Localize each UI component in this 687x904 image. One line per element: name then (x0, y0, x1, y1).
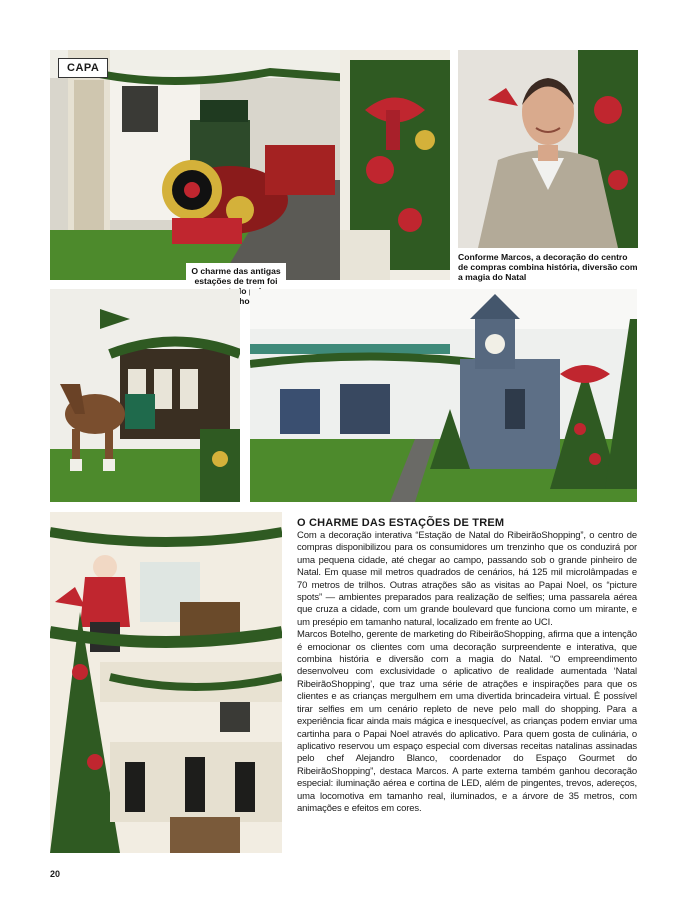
photo-miniature-city (250, 289, 637, 502)
photo-train-station (50, 50, 450, 280)
section-tag: CAPA (58, 58, 108, 78)
photo-horse-carousel (50, 289, 240, 502)
article-paragraph-2: Marcos Botelho, gerente de marketing do RibeirãoShopping, afirma que a intenção é emocionar os clientes com uma decoração surpreendente e interativa, que combina história e diversão com a magia do Natal. “O empreendimento desenvolveu com exclusividade o aplicativo de realidade aumentada ‘Natal RibeirãoShopping’, que traz uma série de atrações e inspirações para que os clientes e as crianças mergulhem em uma divertida brincadeira virtual. É possível tirar selfies em um cenário repleto de neve pelo mall do shopping. Para a experiência ficar ainda mais mágica e inesquecível, as crianças podem enviar uma cartinha para o Papai Noel através do aplicativo. Para quem gosta de culinária, o aplicativo reservou um espaço especial com diversas receitas natalinas assinadas pelo chef Alejandro Blanco, coordenador do Espaço Gourmet do RibeirãoShopping”, destaca Marcos. A parte externa também ganhou decoração especial: iluminação aérea e cortina de LED, além de pingentes, trevos, adereços, uma locomotiva em tamanho real, iluminados, e a árvore de 35 metros, com animações e efeitos em cores. (297, 629, 637, 814)
page-number: 20 (50, 869, 61, 879)
caption-portrait: Conforme Marcos, a decoração do centro de compras combina história, diversão com a magia do Natal (458, 252, 638, 282)
article-heading: O CHARME DAS ESTAÇÕES DE TREM (297, 517, 505, 529)
photo-santa-house (50, 512, 282, 853)
photo-portrait (458, 50, 638, 248)
article (297, 517, 637, 815)
article-paragraph-1: Com a decoração interativa “Estação de Natal do RibeirãoShopping”, o centro de compras disponibilizou para os consumidores um trenzinho que os conduzirá por uma pequena cidade, até chegar ao campo, passando sob o grande pinheiro de Natal. Em quase mil metros quadrados de cenários, há 125 mil microlâmpadas e 70 metros de trilhos. Outras atrações são as visitas ao Papai Noel, os “picture spots” — ambientes preparados para realização de selfies; uma passarela aérea que cruza a cidade, com um grande boulevard que funciona como um mirante, e um presépio em tamanho natural, localizado em frente ao UCI. (297, 530, 637, 628)
caption-train-station: O charme das antigas estações de trem foi (186, 263, 286, 309)
